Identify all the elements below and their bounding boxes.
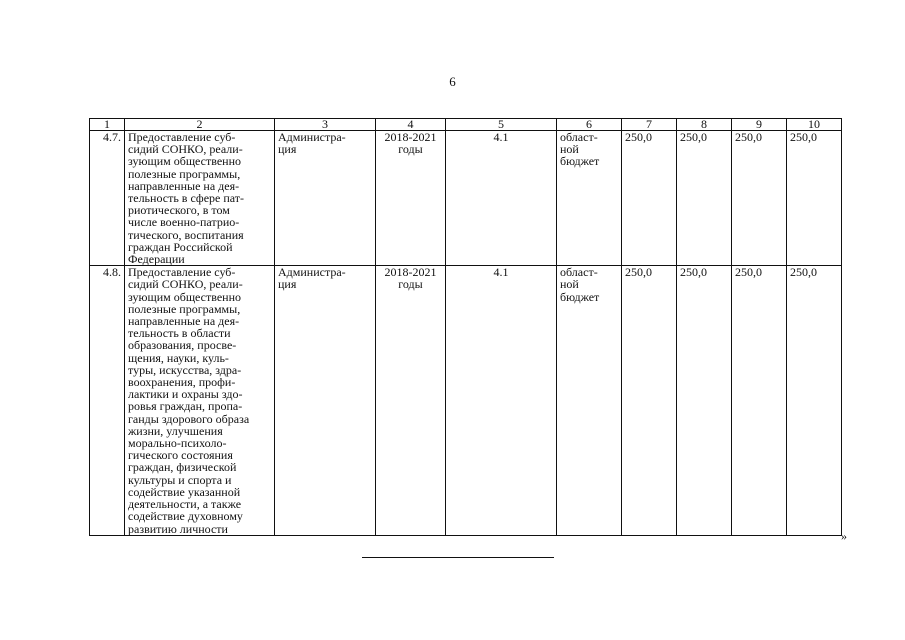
table-row: [90, 266, 842, 535]
row-executor: Администра- ция: [275, 266, 376, 535]
row-value-2018: 250,0: [622, 266, 677, 535]
col-header-4: 4: [376, 119, 446, 131]
row-period: 2018-2021 годы: [376, 266, 446, 535]
row-number: 4.7.: [90, 131, 125, 266]
table-row: [90, 131, 842, 266]
footer-divider: [362, 557, 554, 558]
page-number: 6: [449, 74, 456, 89]
col-header-8: 8: [677, 119, 732, 131]
row-value-2018: 250,0: [622, 131, 677, 266]
col-header-10: 10: [787, 119, 842, 131]
row-indicator: 4.1: [446, 131, 557, 266]
col-header-7: 7: [622, 119, 677, 131]
row-funding-source: област- ной бюджет: [557, 266, 622, 535]
header-row: [90, 119, 842, 131]
row-description: Предоставление суб- сидий СОНКО, реали- зующим общественно полезные программы, направленные на дея- тельность в сфере пат- риотического, в том числе военно-патрио- тического, воспитания граждан Российской Федерации: [125, 131, 275, 266]
row-number: 4.8.: [90, 266, 125, 535]
row-funding-source: област- ной бюджет: [557, 131, 622, 266]
program-table: [89, 118, 842, 536]
col-header-2: 2: [125, 119, 275, 131]
closing-quote: »: [841, 529, 847, 543]
col-header-9: 9: [732, 119, 787, 131]
col-header-5: 5: [446, 119, 557, 131]
row-value-2019: 250,0: [677, 266, 732, 535]
col-header-1: 1: [90, 119, 125, 131]
row-value-2021: 250,0: [787, 266, 842, 535]
row-value-2020: 250,0: [732, 266, 787, 535]
row-value-2021: 250,0: [787, 131, 842, 266]
col-header-6: 6: [557, 119, 622, 131]
row-value-2019: 250,0: [677, 131, 732, 266]
col-header-3: 3: [275, 119, 376, 131]
row-value-2020: 250,0: [732, 131, 787, 266]
row-executor: Администра- ция: [275, 131, 376, 266]
row-period: 2018-2021 годы: [376, 131, 446, 266]
row-indicator: 4.1: [446, 266, 557, 535]
row-description: Предоставление суб- сидий СОНКО, реали- зующим общественно полезные программы, направленные на дея- тельность в области образования, просве- щения, науки, куль- туры, искусства, здра- воохранения, профи- лактики и охраны здо- ровья граждан, пропа- ганды здорового образа жизни, улучшения морально-психоло- гического состояния граждан, физической культуры и спорта и содействие указанной деятельности, а также содействие духовному развитию личности: [125, 266, 275, 535]
